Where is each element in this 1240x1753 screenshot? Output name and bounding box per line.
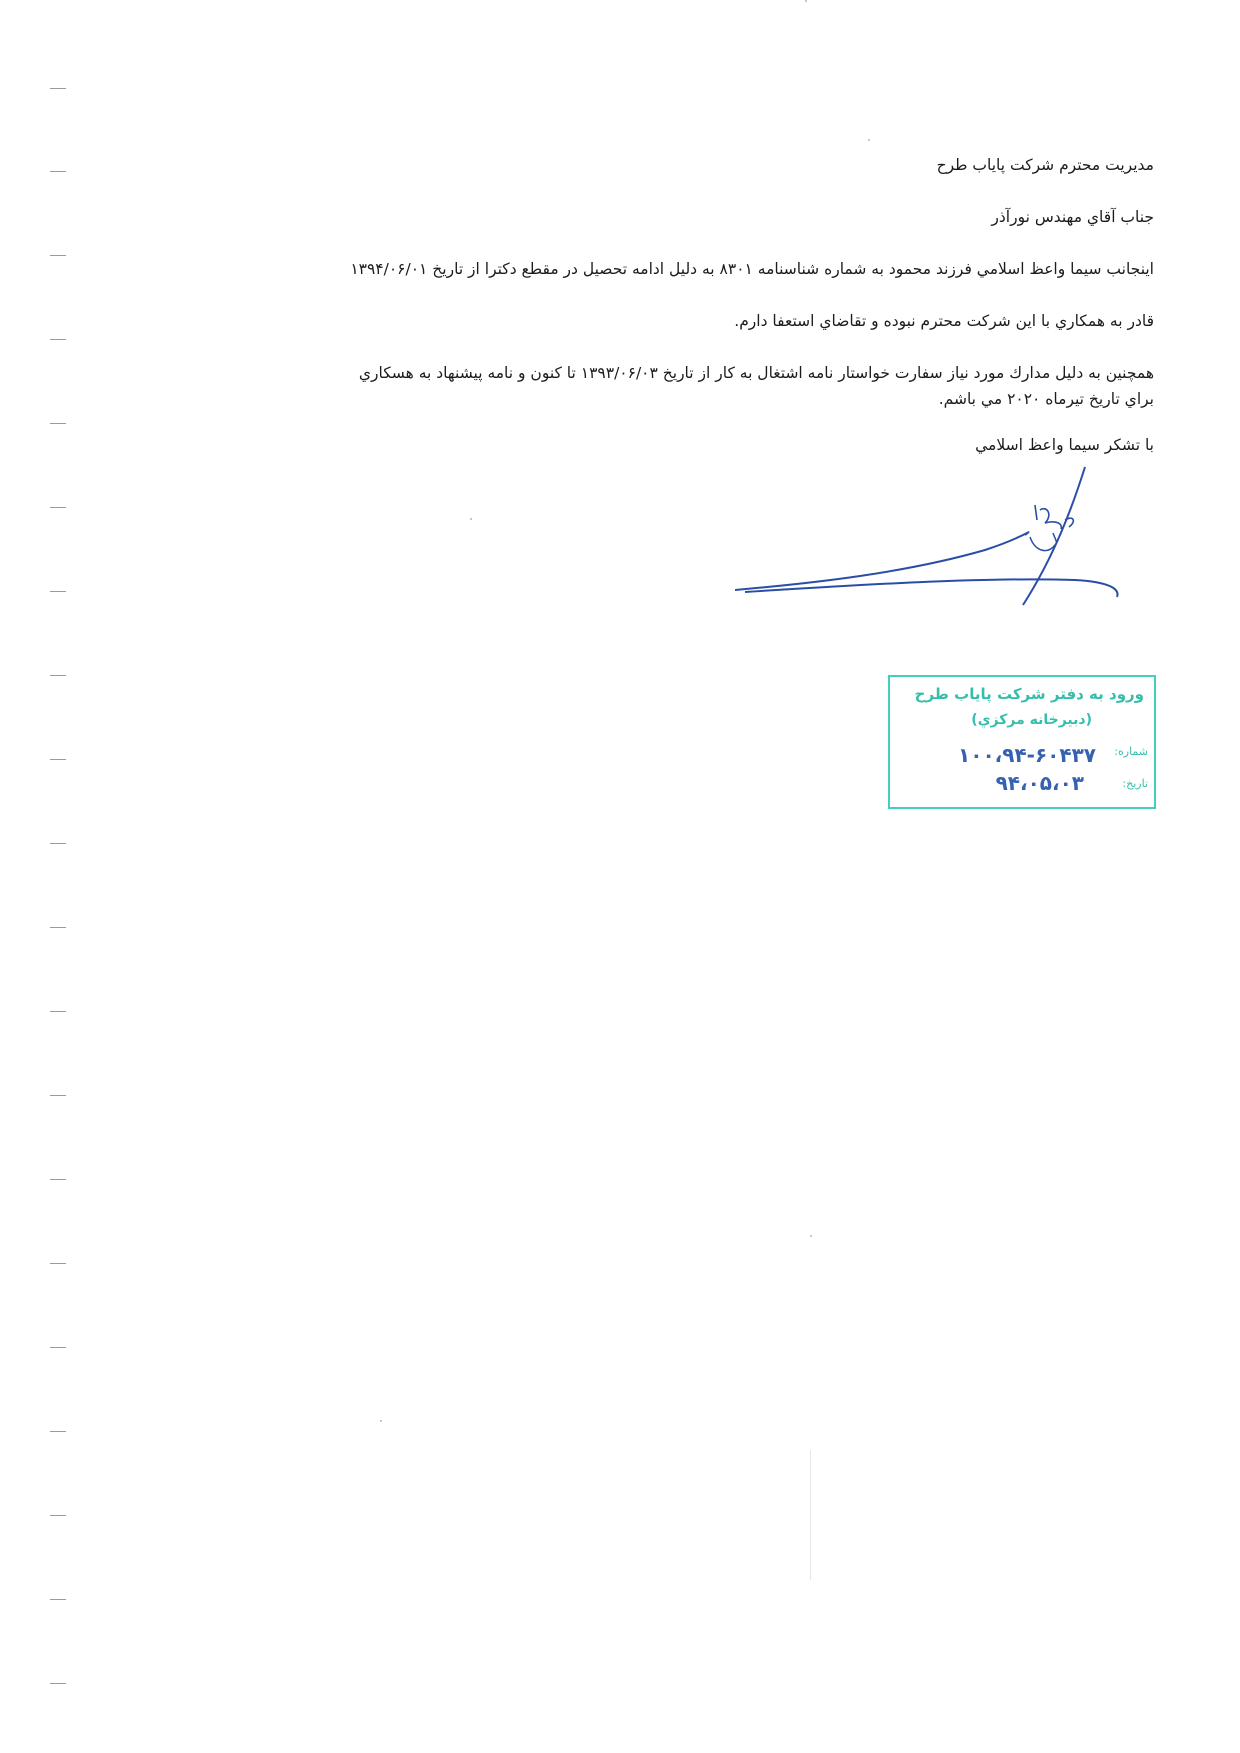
margin-tick (50, 171, 66, 172)
paragraph-2-line-1: همچنين به دليل مدارك مورد نياز سفارت خواستار نامه اشتغال به كار از تاريخ ۱۳۹۳/۰۶/۰۳ تا كنون و نامه پيشنهاد به هسكاري (358, 364, 1154, 382)
margin-tick (50, 1431, 66, 1432)
margin-tick (50, 1347, 66, 1348)
left-margin-ticks (50, 0, 70, 1753)
margin-tick (50, 507, 66, 508)
margin-tick (50, 1599, 66, 1600)
margin-tick (50, 1011, 66, 1012)
attention-line: جناب آقاي مهندس نورآذر (991, 208, 1154, 226)
scan-artifact-line (810, 1450, 811, 1580)
stamp-date-value: ۹۴،۰۵،۰۳ (995, 771, 1084, 795)
closing-line: با تشكر سيما واعظ اسلامي (975, 436, 1154, 454)
margin-tick (50, 255, 66, 256)
scan-speck (470, 518, 472, 520)
scan-speck (810, 1235, 812, 1237)
margin-tick (50, 1179, 66, 1180)
office-receipt-stamp (888, 675, 1156, 809)
paragraph-2-line-2: براي تاريخ تيرماه ۲۰۲۰ مي باشم. (938, 390, 1154, 408)
margin-tick (50, 423, 66, 424)
recipient-line: مديريت محترم شركت پاياب طرح (936, 156, 1154, 174)
stamp-number-value: ۱۰۰،۹۴-۶۰۴۳۷ (958, 743, 1096, 767)
scan-speck (868, 139, 870, 141)
margin-tick (50, 675, 66, 676)
scan-speck (805, 0, 807, 2)
margin-tick (50, 759, 66, 760)
handwritten-signature (735, 465, 1135, 615)
margin-tick (50, 1263, 66, 1264)
margin-tick (50, 927, 66, 928)
scan-speck (380, 1420, 382, 1422)
stamp-number-label: شماره: (1114, 745, 1148, 758)
letter-body (194, 152, 1154, 458)
margin-tick (50, 339, 66, 340)
paragraph-1-line-1: اينجانب سيما واعظ اسلامي فرزند محمود به شماره شناسنامه ۸۳۰۱ به دليل ادامه تحصيل در مقطع دكترا از تاريخ ۱۳۹۴/۰۶/۰۱ (350, 260, 1154, 278)
stamp-title: ورود به دفتر شركت پاياب طرح (914, 685, 1144, 703)
paragraph-1-line-2: قادر به همكاري با اين شركت محترم نبوده و تقاضاي استعفا دارم. (734, 312, 1154, 330)
margin-tick (50, 843, 66, 844)
stamp-subtitle: (دبيرخانه مركزي) (971, 712, 1092, 728)
stamp-date-label: تاريخ: (1122, 777, 1148, 790)
margin-tick (50, 1095, 66, 1096)
margin-tick (50, 88, 66, 89)
margin-tick (50, 1515, 66, 1516)
margin-tick (50, 1683, 66, 1684)
margin-tick (50, 591, 66, 592)
